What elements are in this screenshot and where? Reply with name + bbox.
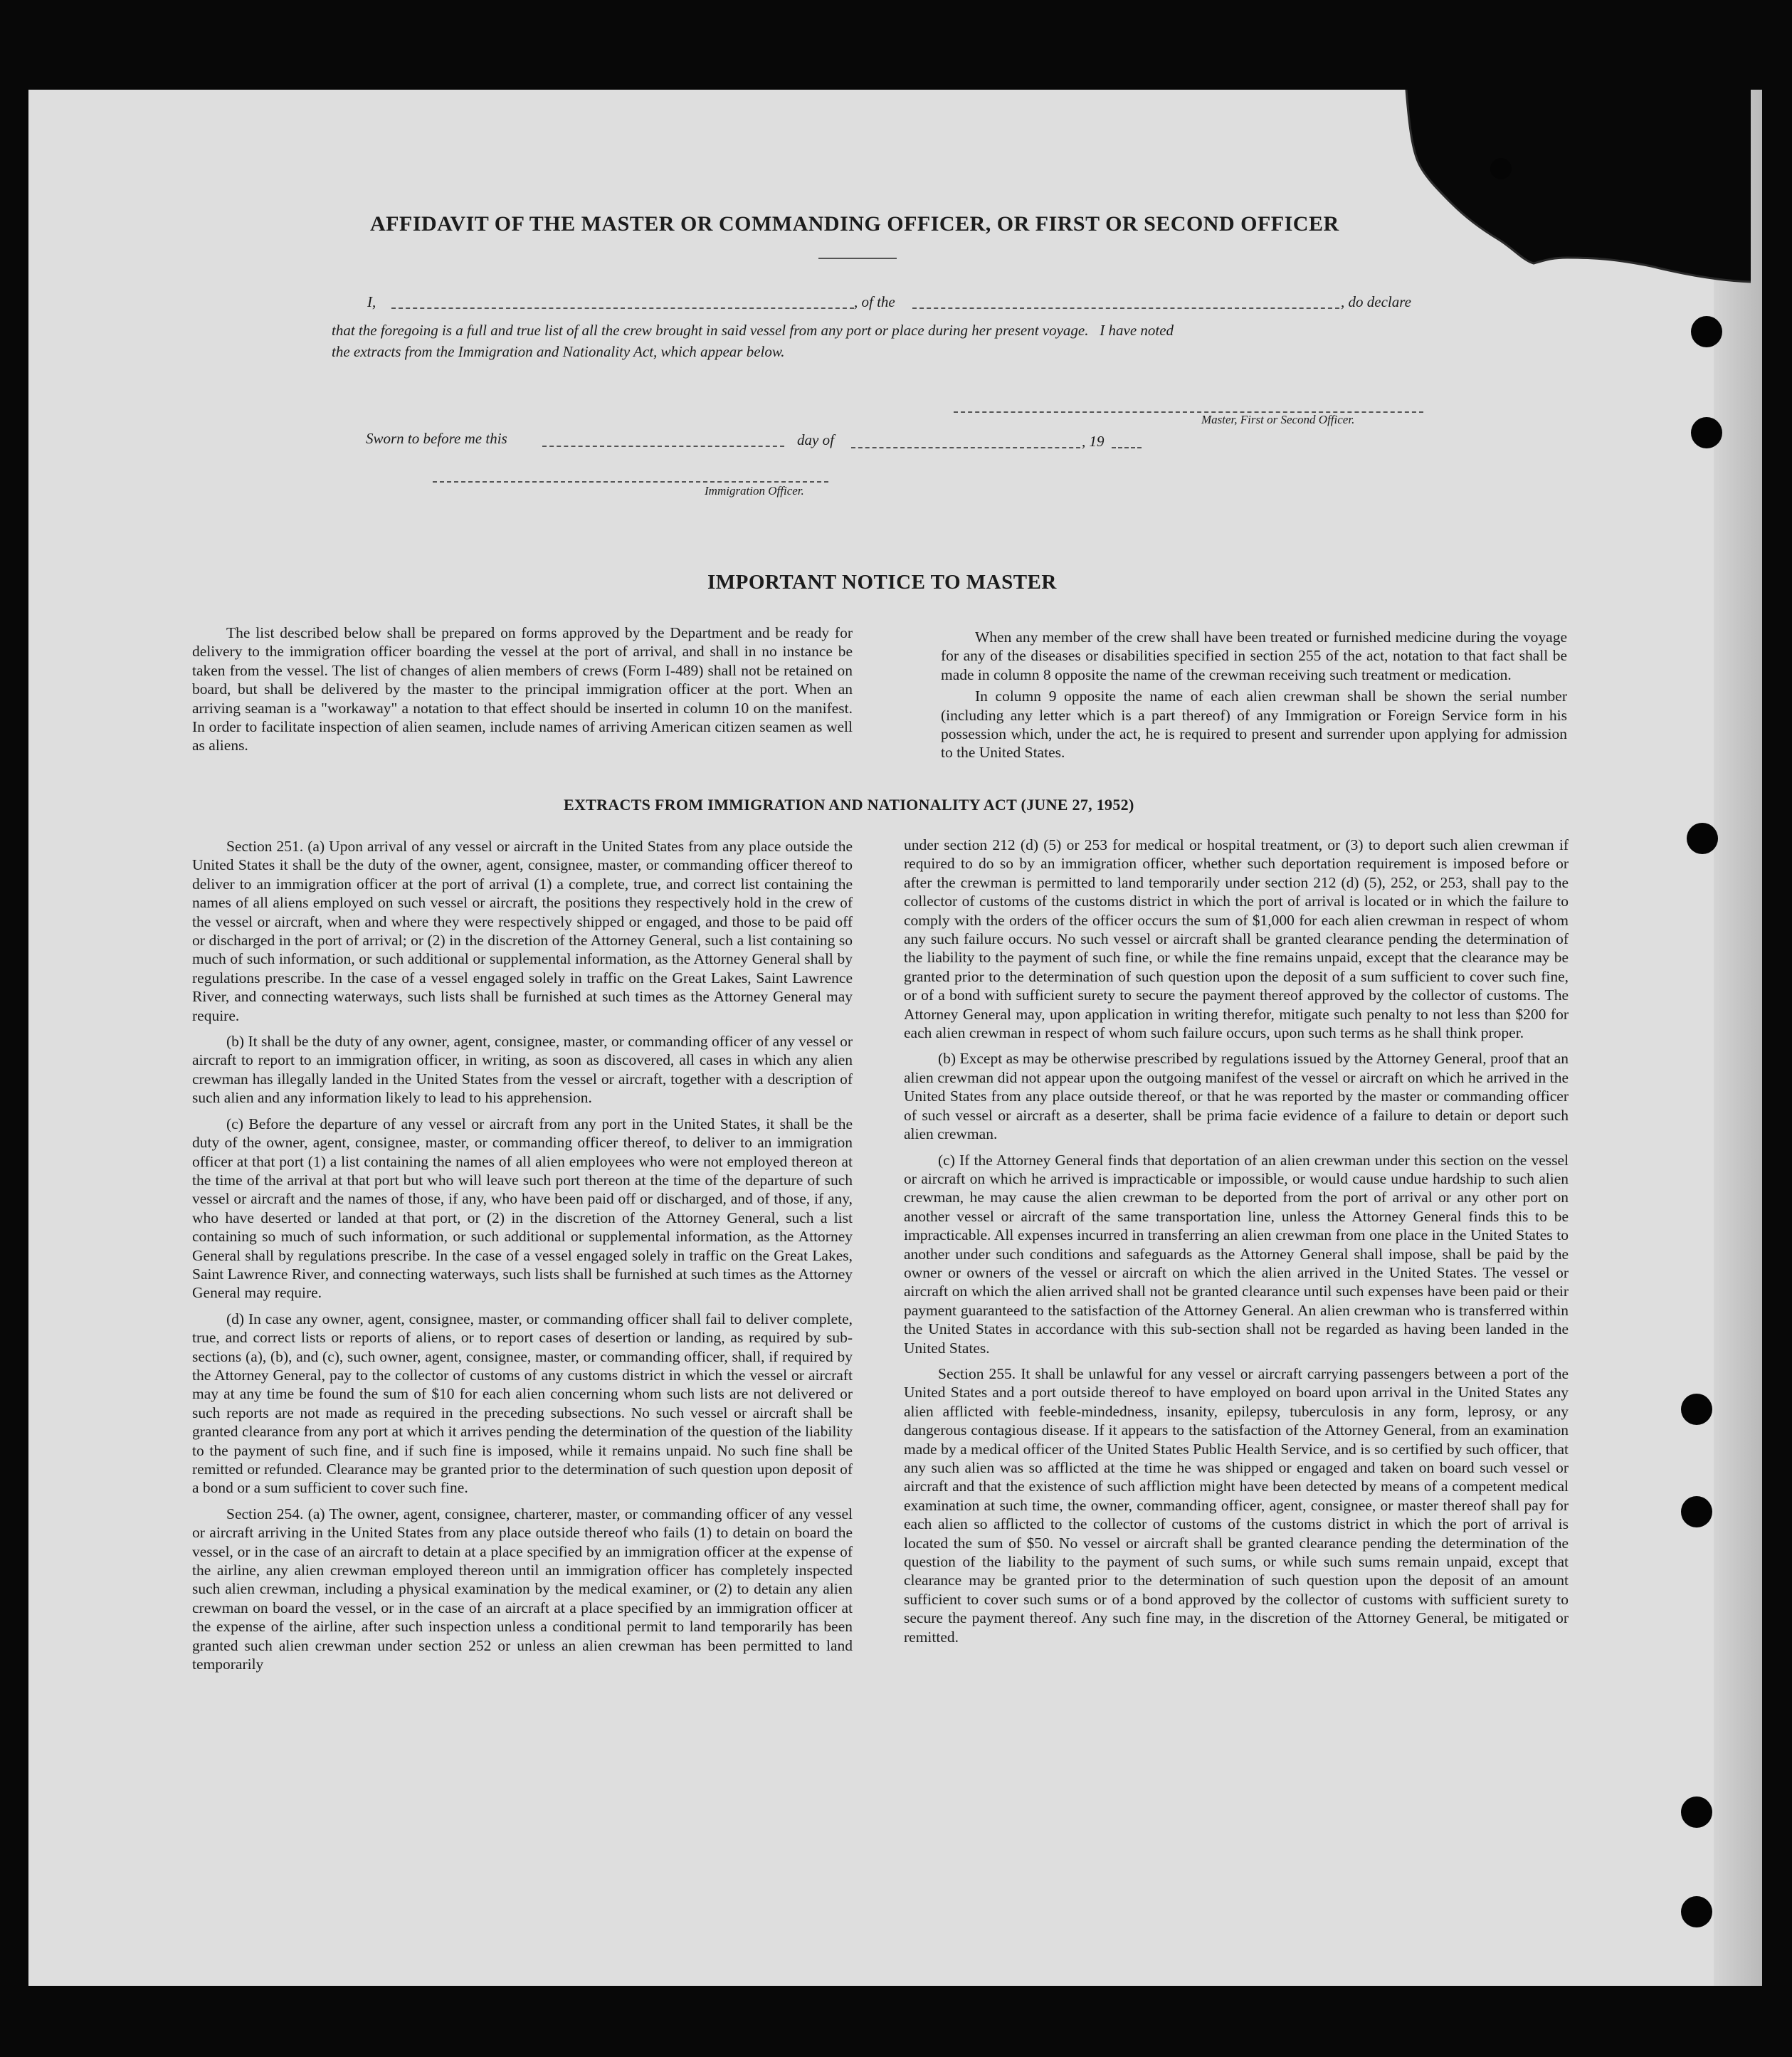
sworn-month-field[interactable] bbox=[851, 447, 1080, 448]
master-caption: Master, First or Second Officer. bbox=[1201, 413, 1355, 426]
immigration-officer-caption: Immigration Officer. bbox=[705, 484, 804, 498]
punch-hole bbox=[1490, 158, 1512, 179]
torn-notch bbox=[1623, 149, 1708, 278]
punch-hole bbox=[1687, 823, 1718, 854]
extract-paragraph: (b) Except as may be otherwise prescribed by regulations issued by the Attorney General, proof that an alien crewman did not appear upon the outgoing manifest of the vessel or aircraft on which he arrived in the United States from any place outside thereof, or that he was reported by the master or commanding officer of such vessel or aircraft as a deserter, shall be prima facie evidence of a failure to detain or deport such alien crewman. bbox=[904, 1050, 1569, 1143]
extracts-heading: EXTRACTS FROM IMMIGRATION AND NATIONALITY ACT (JUNE 27, 1952) bbox=[564, 796, 1134, 814]
day-of-label: day of bbox=[797, 431, 834, 448]
sheet-edge bbox=[1714, 90, 1762, 1986]
extract-paragraph: (c) If the Attorney General finds that deportation of an alien crewman under this section on the vessel or aircraft on which he arrived is impracticable or impossible, or would cause undue hardship to such alien crewman, he may cause the alien crewman to be deported from the port of arrival or any other port on another vessel or aircraft of the same transportation line, unless the Attorney General finds this to be impracticable. All expenses incurred in transferring an alien crewman from one place in the United States to another under such conditions and safeguards as the Attorney General shall impose, shall be paid by the owner or owners of the vessel or aircraft on which the alien arrived in the United States. The vessel or aircraft on which the alien arrived shall not be granted clearance until such expenses have been paid or their payment guaranteed to the satisfaction of the Attorney General. An alien crewman who is transferred within the United States in accordance with this sub-section shall not be regarded as having been landed in the United States. bbox=[904, 1151, 1569, 1357]
sworn-day-field[interactable] bbox=[542, 446, 784, 447]
affiant-name-field[interactable] bbox=[391, 307, 854, 309]
notice-heading: IMPORTANT NOTICE TO MASTER bbox=[707, 571, 1057, 594]
sworn-label: Sworn to before me this bbox=[366, 430, 507, 447]
punch-hole bbox=[1681, 1394, 1712, 1425]
punch-hole bbox=[1691, 316, 1722, 347]
vessel-label: , of the bbox=[854, 293, 895, 310]
title-underline bbox=[818, 258, 897, 259]
extract-paragraph: (c) Before the departure of any vessel or aircraft from any port in the United States, it shall be the duty of the owner, agent, consignee, master, or commanding officer thereof, to deliver to an immigration officer at that port (1) a list containing the names of all alien employees who were not employed thereon at the time of the arrival at that port but who will leave such port thereon at the time of the departure of such vessel or aircraft and the names of those, if any, who have been paid off or discharged, and of those, if any, who have deserted or landed at that port, or (2) in the discretion of the Attorney General, such a list containing so much of such information, or such additional or supplemental information, as the Attorney General shall by regulations prescribe. In the case of a vessel engaged solely in traffic on the Great Lakes, Saint Lawrence River, and connecting waterways, such lists shall be furnished at such times as the Attorney General may require. bbox=[192, 1115, 853, 1302]
affiant-name-label: I, bbox=[367, 293, 376, 310]
notice-paragraph: In column 9 opposite the name of each alien crewman shall be shown the serial number (including any letter which is a part thereof) of any Immigration or Foreign Service form in his possession which, under the act, he is required to present and surrender upon applying for admission to the United States. bbox=[941, 688, 1567, 762]
affidavit-title: AFFIDAVIT OF THE MASTER OR COMMANDING OFFICER, OR FIRST OR SECOND OFFICER bbox=[370, 212, 1339, 236]
punch-hole bbox=[1681, 1796, 1712, 1828]
punch-hole bbox=[1691, 417, 1722, 448]
extract-paragraph: Section 254. (a) The owner, agent, consignee, charterer, master, or commanding officer of any vessel or aircraft arriving in the United States from any place outside thereof who fails (1) to detain on board the vessel, or in the case of an aircraft to detain at a place specified by an immigration officer at the expense of the airline, any alien crewman employed thereon until an immigration officer has completely inspected such alien crewman, including a physical examination by the medical examiner, or (2) to detain any alien crewman on board the vessel, or in the case of an aircraft at a place specified by an immigration officer at the expense of the airline, after such inspection unless a conditional permit to land temporarily has been granted such alien crewman under section 252 or unless an alien crewman has been permitted to land temporarily bbox=[192, 1505, 853, 1673]
declare-label: , do declare bbox=[1341, 293, 1411, 310]
immigration-officer-signature-line[interactable] bbox=[433, 481, 828, 483]
punch-hole bbox=[1681, 1896, 1712, 1927]
declaration-line-1: that the foregoing is a full and true list of all the crew brought in said vessel from any port or place during her present voyage. I have noted bbox=[332, 322, 1174, 339]
year-label: , 19 bbox=[1082, 433, 1105, 450]
extract-paragraph: Section 251. (a) Upon arrival of any vessel or aircraft in the United States from any place outside the United States it shall be the duty of the owner, agent, consignee, master, or commanding officer thereof to deliver to an immigration officer at the port of arrival (1) a complete, true, and correct list containing the names of all aliens employed on such vessel or aircraft, the positions they respectively hold in the crew of the vessel or aircraft, when and where they were respectively shipped or engaged, and those to be paid off or discharged in the port of arrival; or (2) in the discretion of the Attorney General, such a list containing so much of such information, or such additional or supplemental information, as the Attorney General shall by regulations prescribe. In the case of a vessel engaged solely in traffic on the Great Lakes, Saint Lawrence River, and connecting waterways, such lists shall be furnished at such times as the Attorney General may require. bbox=[192, 838, 853, 1024]
punch-hole bbox=[1681, 1496, 1712, 1527]
sworn-year-field[interactable] bbox=[1112, 447, 1142, 448]
notice-paragraph: The list described below shall be prepared on forms approved by the Department and be ready for delivery to the immigration officer boarding the vessel at the port of arrival, and shall in no instance be taken from the vessel. The list of changes of alien members of crews (Form I-489) shall not be retained on board, but shall be delivered by the master to the principal immigration officer at the port. When an arriving seaman is a "workaway" a notation to that effect should be inserted in column 10 on the manifest. In order to facilitate inspection of alien seamen, include names of arriving American citizen seamen as well as aliens. bbox=[192, 624, 853, 754]
notice-left-column bbox=[192, 624, 853, 755]
notice-paragraph: When any member of the crew shall have been treated or furnished medicine during the voyage for any of the diseases or disabilities specified in section 255 of the act, notation to that fact shall be made in column 8 opposite the name of the crewman receiving such treatment or medication. bbox=[941, 628, 1567, 683]
extract-paragraph: (d) In case any owner, agent, consignee, master, or commanding officer shall fail to deliver complete, true, and correct lists or reports of aliens, or to report cases of desertion or landing, as required by sub-sections (a), (b), and (c), such owner, agent, consignee, master, or commanding officer, shall, if required by the Attorney General, pay to the collector of customs of any customs district in which the vessel or aircraft may at any time be found the sum of $10 for each alien concerning whom such lists are not delivered or such reports are not made as required in the preceding subsections. No such vessel or aircraft shall be granted clearance from any port at which it arrives pending the determination of the question of the liability to the payment of such fine, and if such fine is imposed, while it remains unpaid. No such fine shall be remitted or refunded. Clearance may be granted prior to the determination of such question upon deposit of a bond or a sum sufficient to cover such fine. bbox=[192, 1310, 853, 1497]
declaration-line-2: the extracts from the Immigration and Nationality Act, which appear below. bbox=[332, 343, 785, 360]
extracts-left-column bbox=[192, 837, 853, 1680]
notice-right-column bbox=[941, 628, 1567, 762]
extracts-right-column bbox=[904, 836, 1569, 1653]
extract-paragraph: Section 255. It shall be unlawful for any vessel or aircraft carrying passengers between a port of the United States and a port outside thereof to have employed on board upon arrival in the United States any alien afflicted with feeble-mindedness, insanity, epilepsy, tuberculosis in any form, leprosy, or any dangerous contagious disease. If it appears to the satisfaction of the Attorney General, from an examination made by a medical officer of the United States Public Health Service, and is so certified by such officer, that any such alien was so afflicted at the time he was shipped or engaged and taken on board such vessel or aircraft and that the existence of such affliction might have been detected by means of a competent medical examination at such time, the owner, commanding officer, agent, consignee, or master thereof shall pay for each alien so afflicted to the collector of customs of the customs district in which the port of arrival is located the sum of $50. No vessel or aircraft shall be granted clearance pending the determination of the question of the liability to the payment of such sums, or while such sums remain unpaid, except that clearance may be granted prior to the determination of such question upon the deposit of an amount sufficient to cover such sums or of a bond approved by the collector of customs with sufficient surety to secure the payment thereof. Any such fine may, in the discretion of the Attorney General, be mitigated or remitted. bbox=[904, 1364, 1569, 1646]
extract-paragraph: (b) It shall be the duty of any owner, agent, consignee, master, or commanding officer of any vessel or aircraft to report to an immigration officer, in writing, as soon as discovered, all cases in which any alien crewman has illegally landed in the United States from the vessel or aircraft, together with a description of such alien and any information likely to lead to his apprehension. bbox=[192, 1033, 853, 1107]
vessel-name-field[interactable] bbox=[912, 307, 1339, 309]
extract-paragraph-continued: under section 212 (d) (5) or 253 for medical or hospital treatment, or (3) to deport such alien crewman if required to do so by an immigration officer, whether such deportation requirement is imposed before or after the crewman is permitted to land temporarily under section 212 (d) (5), 252, or 253, shall pay to the collector of customs of the customs district in which the port of arrival is located or in which the failure to comply with the orders of the officer occurs the sum of $1,000 for each alien crewman in respect of whom any such failure occurs. No such vessel or aircraft shall be granted clearance pending the determination of the liability to the payment of such fine, or while the fine remains unpaid, except that the clearance may be granted prior to the determination of such question upon the deposit of a sum sufficient to cover such fine, or of a bond with sufficient surety to secure the payment thereof approved by the collector of customs. The Attorney General may, upon application in writing therefor, mitigate such penalty to not less than $200 for each alien crewman in respect of whom such failure occurs, upon such terms as he shall think proper. bbox=[904, 836, 1569, 1042]
